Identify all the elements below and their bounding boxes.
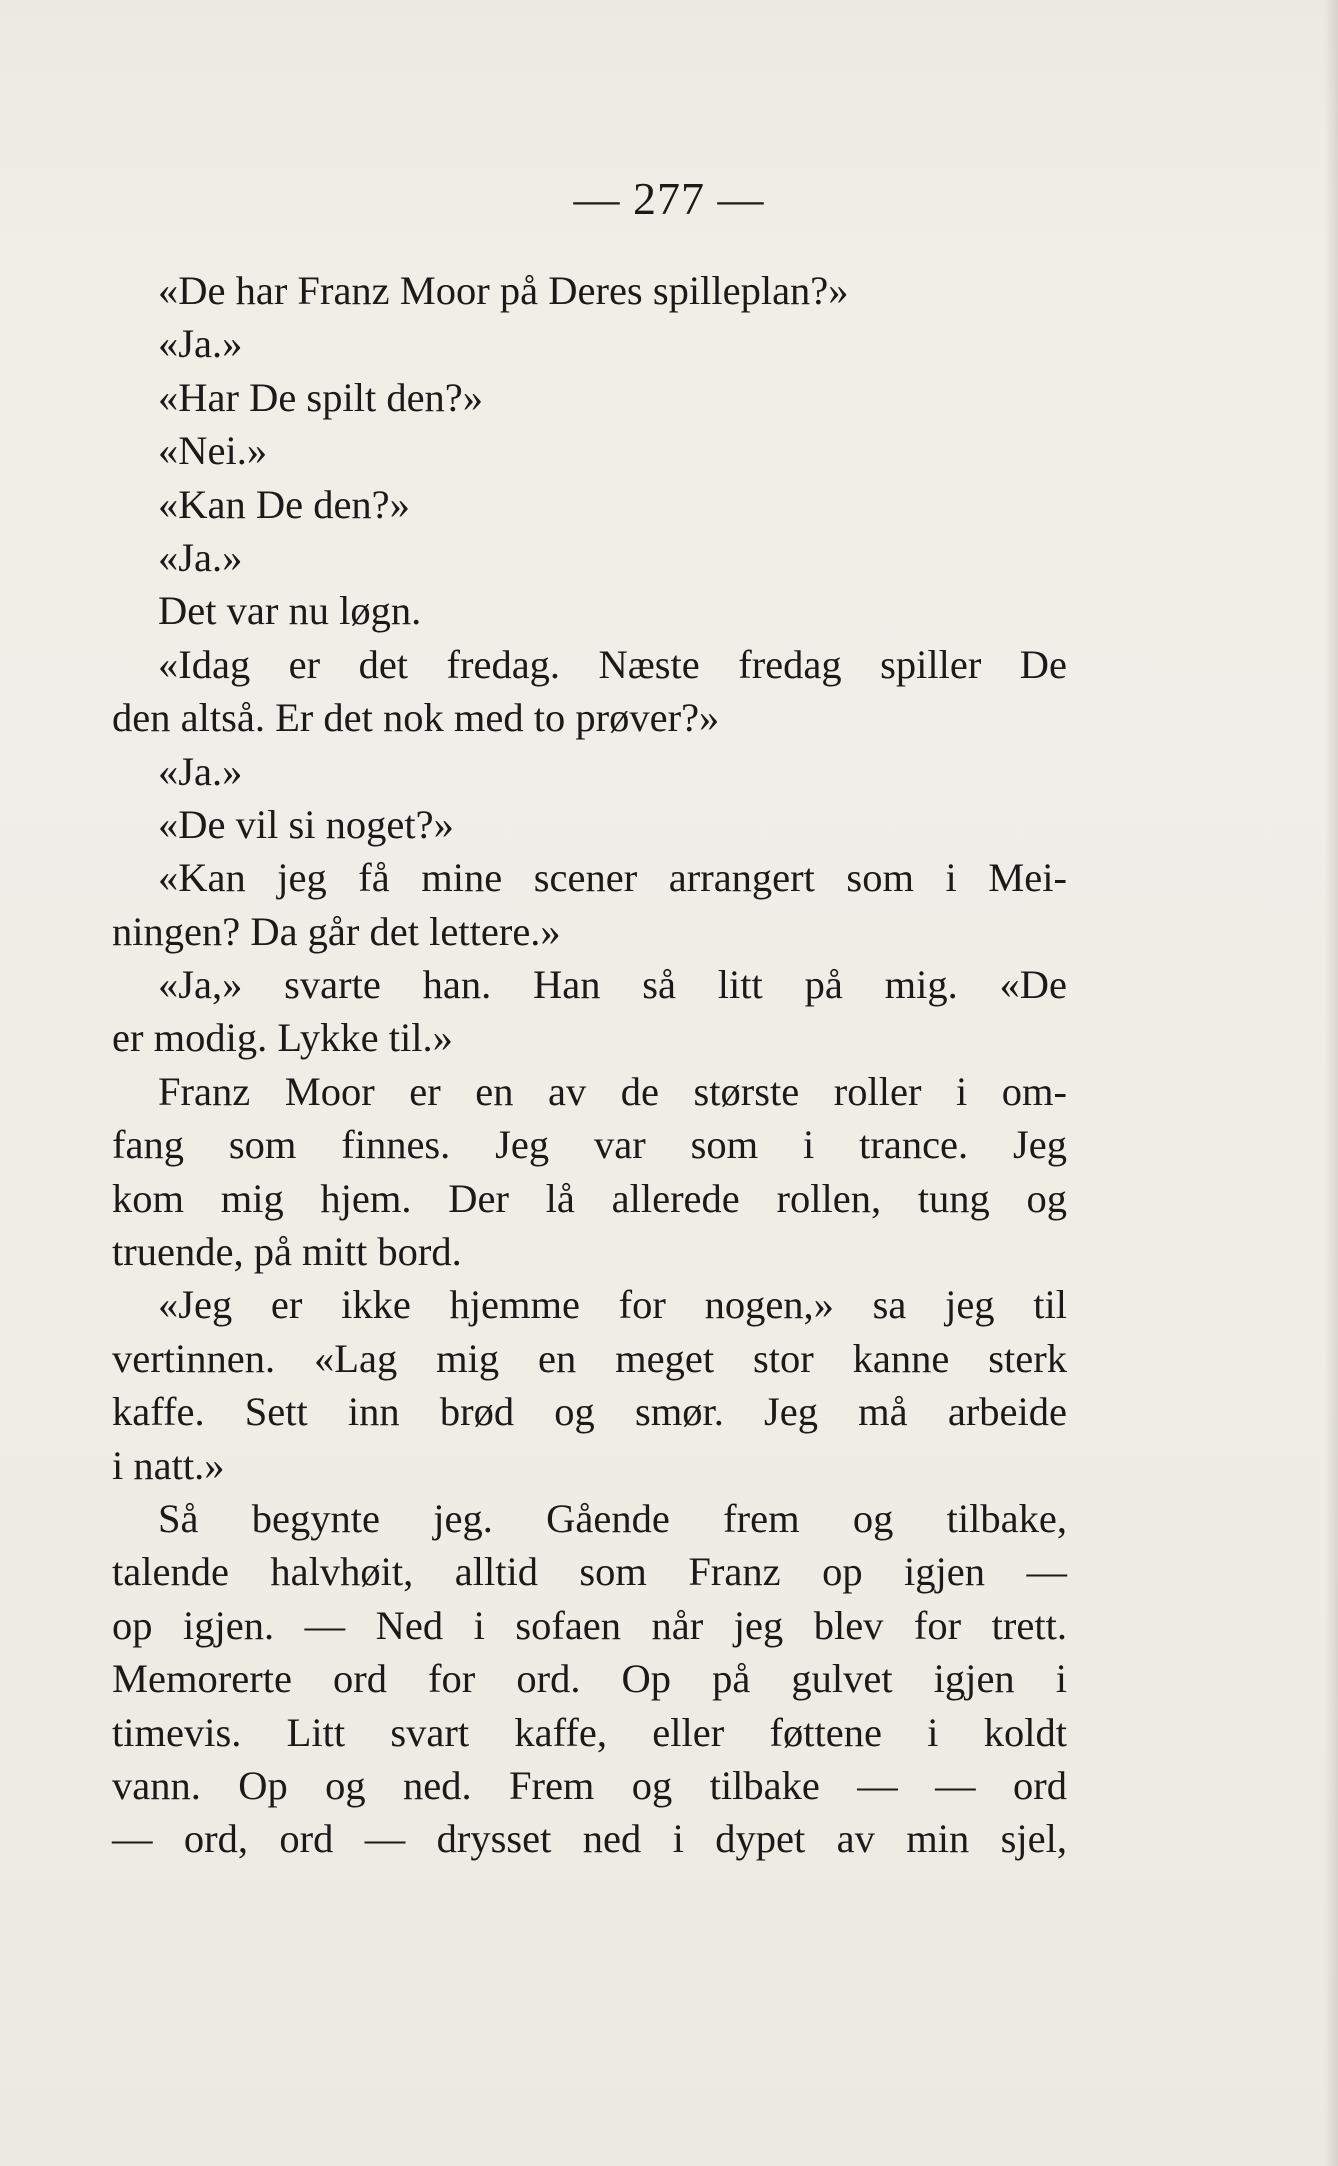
text-line: er modig. Lykke til.» — [112, 1015, 453, 1061]
text-line: «De vil si noget?» — [158, 801, 454, 847]
text-line: kaffe. Sett inn brød og smør. Jeg må arbeide — [112, 1389, 1067, 1435]
text-line: ningen? Da går det lettere.» — [112, 908, 561, 954]
text-line: Memorerte ord for ord. Op på gulvet igjen i — [112, 1656, 1067, 1702]
text-line: den altså. Er det nok med to prøver?» — [112, 695, 720, 741]
text-line: «Ja.» — [158, 321, 243, 367]
text-line: op igjen. — Ned i sofaen når jeg blev for trett. — [112, 1602, 1067, 1648]
text-line: «Ja.» — [158, 748, 243, 794]
text-line: — ord, ord — drysset ned i dypet av min sjel, — [112, 1816, 1067, 1862]
body-text — [112, 264, 1067, 1866]
text-line: talende halvhøit, alltid som Franz op igjen — — [112, 1549, 1067, 1595]
text-line: «De har Franz Moor på Deres spilleplan?» — [158, 268, 849, 313]
text-line: timevis. Litt svart kaffe, eller føttene i koldt — [112, 1709, 1067, 1755]
text-line: «Ja,» svarte han. Han så litt på mig. «De — [158, 962, 1067, 1008]
text-line: «Jeg er ikke hjemme for nogen,» sa jeg til — [158, 1282, 1067, 1328]
text-line: vann. Op og ned. Frem og tilbake — — ord — [112, 1762, 1067, 1808]
text-line: «Kan jeg få mine scener arrangert som i Mei- — [158, 855, 1067, 901]
text-line: «Ja.» — [158, 534, 243, 580]
text-line: fang som finnes. Jeg var som i trance. Jeg — [112, 1122, 1067, 1168]
text-line: vertinnen. «Lag mig en meget stor kanne sterk — [112, 1335, 1067, 1381]
text-line: Franz Moor er en av de største roller i om- — [158, 1068, 1067, 1114]
page-edge-shadow — [1324, 0, 1338, 2166]
text-line: «Kan De den?» — [158, 481, 410, 527]
text-line: «Idag er det fredag. Næste fredag spiller De — [158, 641, 1067, 687]
text-line: i natt.» — [112, 1442, 225, 1488]
text-line: kom mig hjem. Der lå allerede rollen, tung og — [112, 1175, 1067, 1221]
text-line: Så begynte jeg. Gående frem og tilbake, — [158, 1495, 1067, 1541]
text-line: truende, på mitt bord. — [112, 1229, 462, 1275]
text-line: Det var nu løgn. — [158, 588, 422, 634]
page-number: — 277 — — [573, 173, 765, 224]
text-line: «Nei.» — [158, 428, 268, 474]
text-line: «Har De spilt den?» — [158, 374, 484, 420]
